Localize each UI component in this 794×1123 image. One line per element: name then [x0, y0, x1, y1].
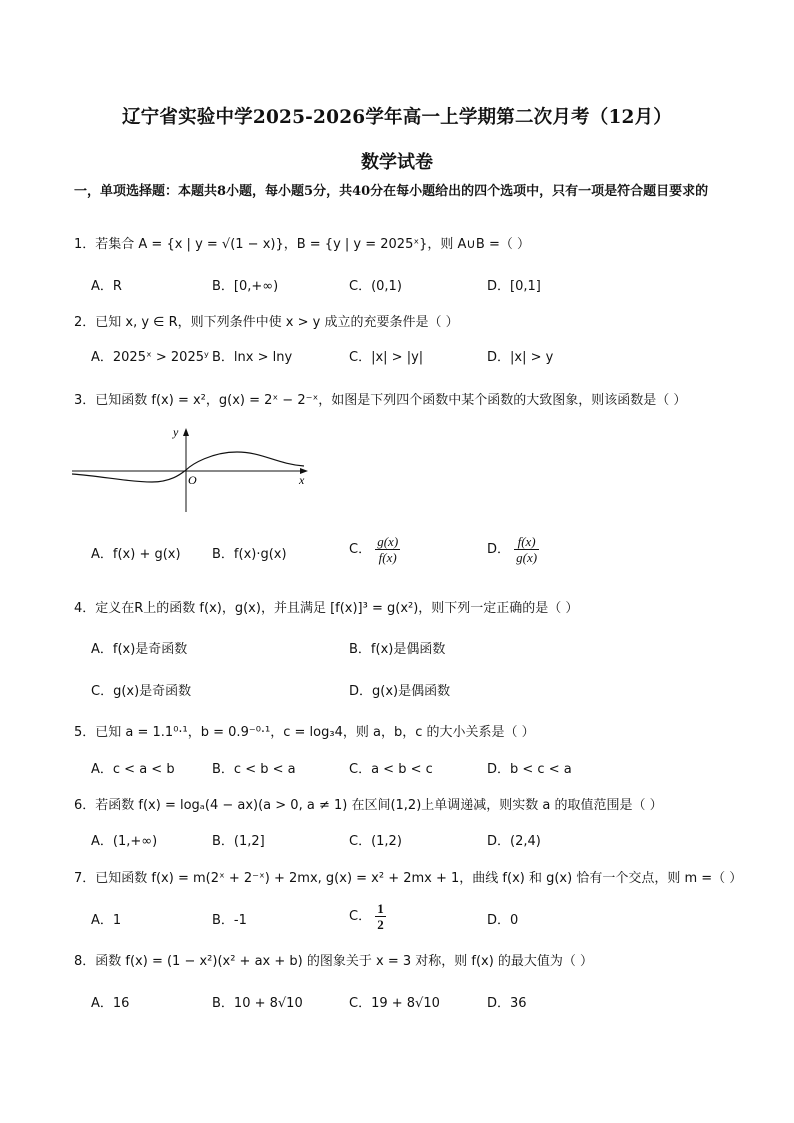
section-heading: 一，单项选择题：本题共8小题，每小题5分，共40分在每小题给出的四个选项中，只有一项是符合题目要求的: [74, 184, 709, 199]
question-7: 7．已知函数 f(x) = m(2ˣ + 2⁻ˣ) + 2mx, g(x) = x² + 2mx + 1，曲线 f(x) 和 g(x) 恰有一个交点，则 m =（ ）: [74, 871, 743, 886]
option-a: A．f(x) + g(x): [91, 547, 181, 562]
option-b: B．c < b < a: [212, 762, 296, 777]
option-a: A．R: [91, 279, 122, 294]
question-4: 4．定义在R上的函数 f(x)，g(x)，并且满足 [f(x)]³ = g(x²)，则下列一定正确的是（ ）: [74, 601, 579, 616]
option-d-letter: D．: [487, 542, 511, 557]
option-d: D．0: [487, 913, 519, 928]
option-b: B．-1: [212, 913, 247, 928]
y-axis-arrow-icon: [183, 428, 189, 436]
question-2: 2．已知 x, y ∈ R，则下列条件中使 x > y 成立的充要条件是（ ）: [74, 315, 459, 330]
fraction-numerator: f(x): [514, 534, 539, 550]
option-c-letter: C．: [349, 542, 372, 557]
x-axis-label: x: [299, 473, 305, 487]
option-c: C．(1,2): [349, 834, 402, 849]
origin-label: O: [188, 473, 197, 487]
fraction-numerator: 1: [377, 901, 384, 916]
option-d: D．(2,4): [487, 834, 541, 849]
fraction-denominator: g(x): [516, 550, 538, 565]
option-d: D．g(x)是偶函数: [349, 684, 451, 699]
option-a: A．c < a < b: [91, 762, 175, 777]
exam-title: 辽宁省实验中学2025-2026学年高一上学期第二次月考（12月）: [121, 107, 672, 128]
option-c: C．g(x)是奇函数: [91, 684, 192, 699]
option-c-fraction: [375, 901, 386, 932]
option-b: B．f(x)是偶函数: [349, 642, 446, 657]
option-d: D．36: [487, 996, 527, 1011]
y-axis-label: y: [173, 425, 179, 439]
exam-subtitle: 数学试卷: [361, 152, 433, 173]
fraction-denominator: 2: [377, 917, 384, 932]
fraction-denominator: f(x): [378, 550, 397, 565]
option-c: C．|x| > |y|: [349, 350, 424, 365]
option-b: B．lnx > lny: [212, 350, 293, 365]
option-d-fraction: [514, 534, 539, 565]
option-a: A．(1,+∞): [91, 834, 158, 849]
option-d: D．b < c < a: [487, 762, 572, 777]
question-3: 3．已知函数 f(x) = x²，g(x) = 2ˣ − 2⁻ˣ，如图是下列四个函数中某个函数的大致图象，则该函数是（ ）: [74, 393, 687, 408]
option-a: A．16: [91, 996, 130, 1011]
option-c: C．19 + 8√10: [349, 996, 440, 1011]
question-5: 5．已知 a = 1.1⁰·¹，b = 0.9⁻⁰·¹，c = log₃4，则 a，b，c 的大小关系是（ ）: [74, 725, 535, 740]
question-6: 6．若函数 f(x) = logₐ(4 − ax)(a > 0, a ≠ 1) 在区间(1,2)上单调递减，则实数 a 的取值范围是（ ）: [74, 798, 663, 813]
function-graph: [72, 424, 318, 516]
option-d: D．|x| > y: [487, 350, 554, 365]
option-a: A．f(x)是奇函数: [91, 642, 188, 657]
option-c: C．a < b < c: [349, 762, 433, 777]
option-b: B．f(x)·g(x): [212, 547, 287, 562]
fraction-numerator: g(x): [377, 534, 399, 549]
option-d: [487, 534, 539, 565]
option-c: [349, 534, 400, 565]
option-b: B．[0,+∞): [212, 279, 279, 294]
option-b: B．10 + 8√10: [212, 996, 303, 1011]
option-d: D．[0,1]: [487, 279, 541, 294]
option-c-letter: C．: [349, 909, 372, 924]
option-a: A．1: [91, 913, 122, 928]
question-1: 1．若集合 A = {x | y = √(1 − x)}，B = {y | y = 2025ˣ}，则 A∪B =（ ）: [74, 237, 531, 252]
option-a: A．2025ˣ > 2025ʸ: [91, 350, 209, 365]
option-c: C．(0,1): [349, 279, 402, 294]
option-c-fraction: [375, 534, 400, 565]
question-8: 8．函数 f(x) = (1 − x²)(x² + ax + b) 的图象关于 x = 3 对称，则 f(x) 的最大值为（ ）: [74, 954, 594, 969]
option-c: [349, 901, 386, 932]
option-b: B．(1,2]: [212, 834, 265, 849]
